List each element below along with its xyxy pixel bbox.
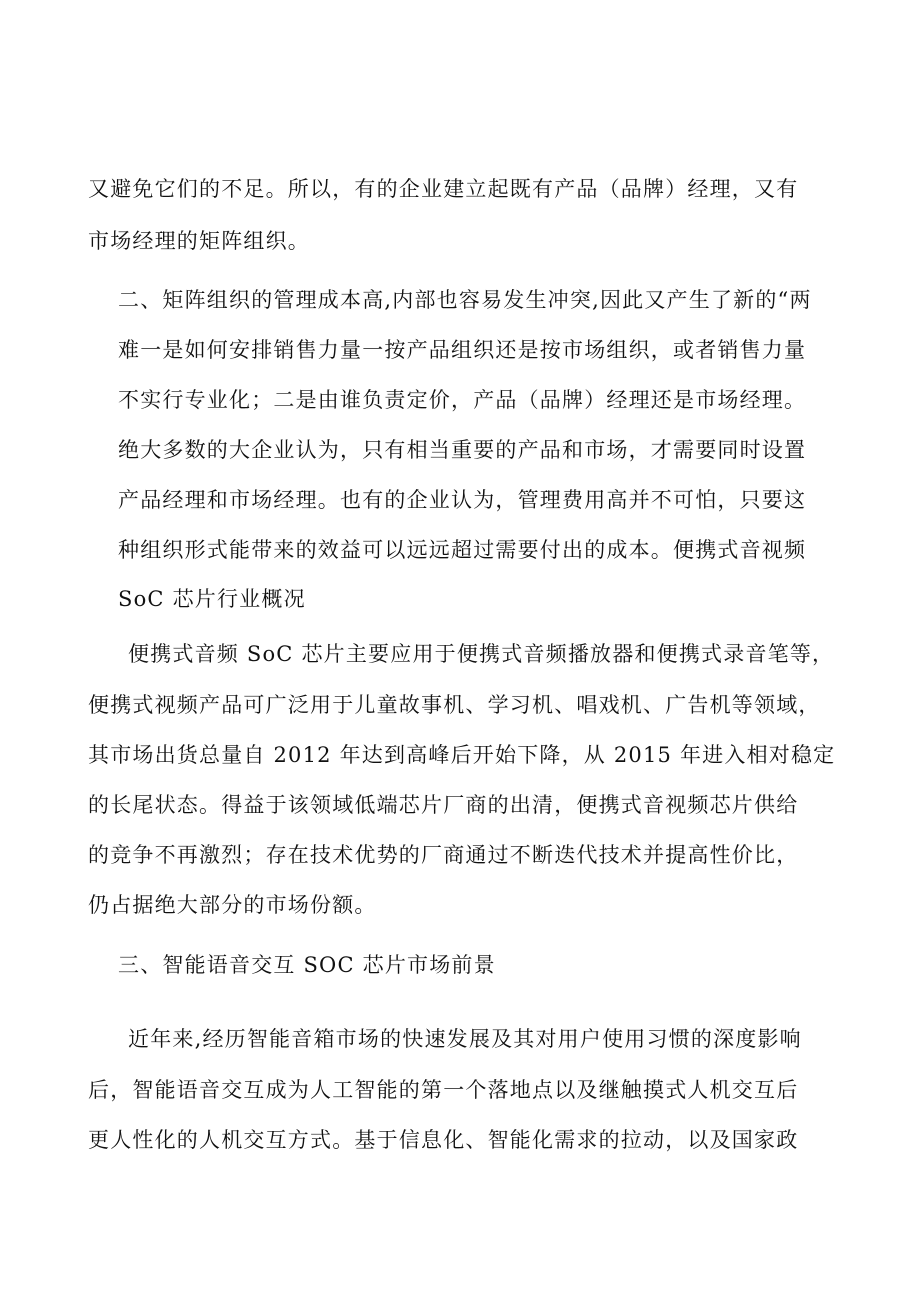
paragraph-1-line-1: 又避免它们的不足。所以，有的企业建立起既有产品（品牌）经理，又有: [88, 177, 799, 201]
paragraph-2-line-7: SoC 芯片行业概况: [118, 587, 306, 611]
paragraph-4-line-1: 近年来,经历智能音箱市场的快速发展及其对用户使用习惯的深度影响: [128, 1027, 802, 1051]
section-3-heading: 三、智能语音交互 SOC 芯片市场前景: [118, 953, 496, 977]
paragraph-3-line-2: 便携式视频产品可广泛用于儿童故事机、学习机、唱戏机、广告机等领域，: [88, 693, 821, 717]
paragraph-2-line-2: 难一是如何安排销售力量一按产品组织还是按市场组织，或者销售力量: [118, 338, 807, 362]
paragraph-2-line-6: 种组织形式能带来的效益可以远远超过需要付出的成本。便携式音视频: [118, 538, 807, 562]
paragraph-2-line-5: 产品经理和市场经理。也有的企业认为，管理费用高并不可怕，只要这: [118, 488, 807, 512]
paragraph-1-line-2: 市场经理的矩阵组织。: [88, 229, 310, 253]
paragraph-4-line-3: 更人性化的人机交互方式。基于信息化、智能化需求的拉动，以及国家政: [88, 1128, 799, 1152]
paragraph-3-line-4: 的长尾状态。得益于该领域低端芯片厂商的出清，便携式音视频芯片供给: [88, 793, 799, 817]
paragraph-3-line-5: 的竞争不再激烈；存在技术优势的厂商通过不断迭代技术并提高性价比，: [88, 843, 799, 867]
paragraph-3-line-3: 其市场出货总量自 2012 年达到高峰后开始下降，从 2015 年进入相对稳定: [88, 743, 836, 767]
paragraph-3-line-1: 便携式音频 SoC 芯片主要应用于便携式音频播放器和便携式录音笔等，: [128, 642, 835, 666]
paragraph-3-line-6: 仍占据绝大部分的市场份额。: [88, 893, 377, 917]
paragraph-2-line-4: 绝大多数的大企业认为，只有相当重要的产品和市场，才需要同时设置: [118, 438, 807, 462]
paragraph-2-line-1: 二、矩阵组织的管理成本高,内部也容易发生冲突,因此又产生了新的“两: [118, 288, 812, 312]
paragraph-2-line-3: 不实行专业化；二是由谁负责定价，产品（品牌）经理还是市场经理。: [118, 388, 807, 412]
paragraph-4-line-2: 后，智能语音交互成为人工智能的第一个落地点以及继触摸式人机交互后: [88, 1078, 799, 1102]
